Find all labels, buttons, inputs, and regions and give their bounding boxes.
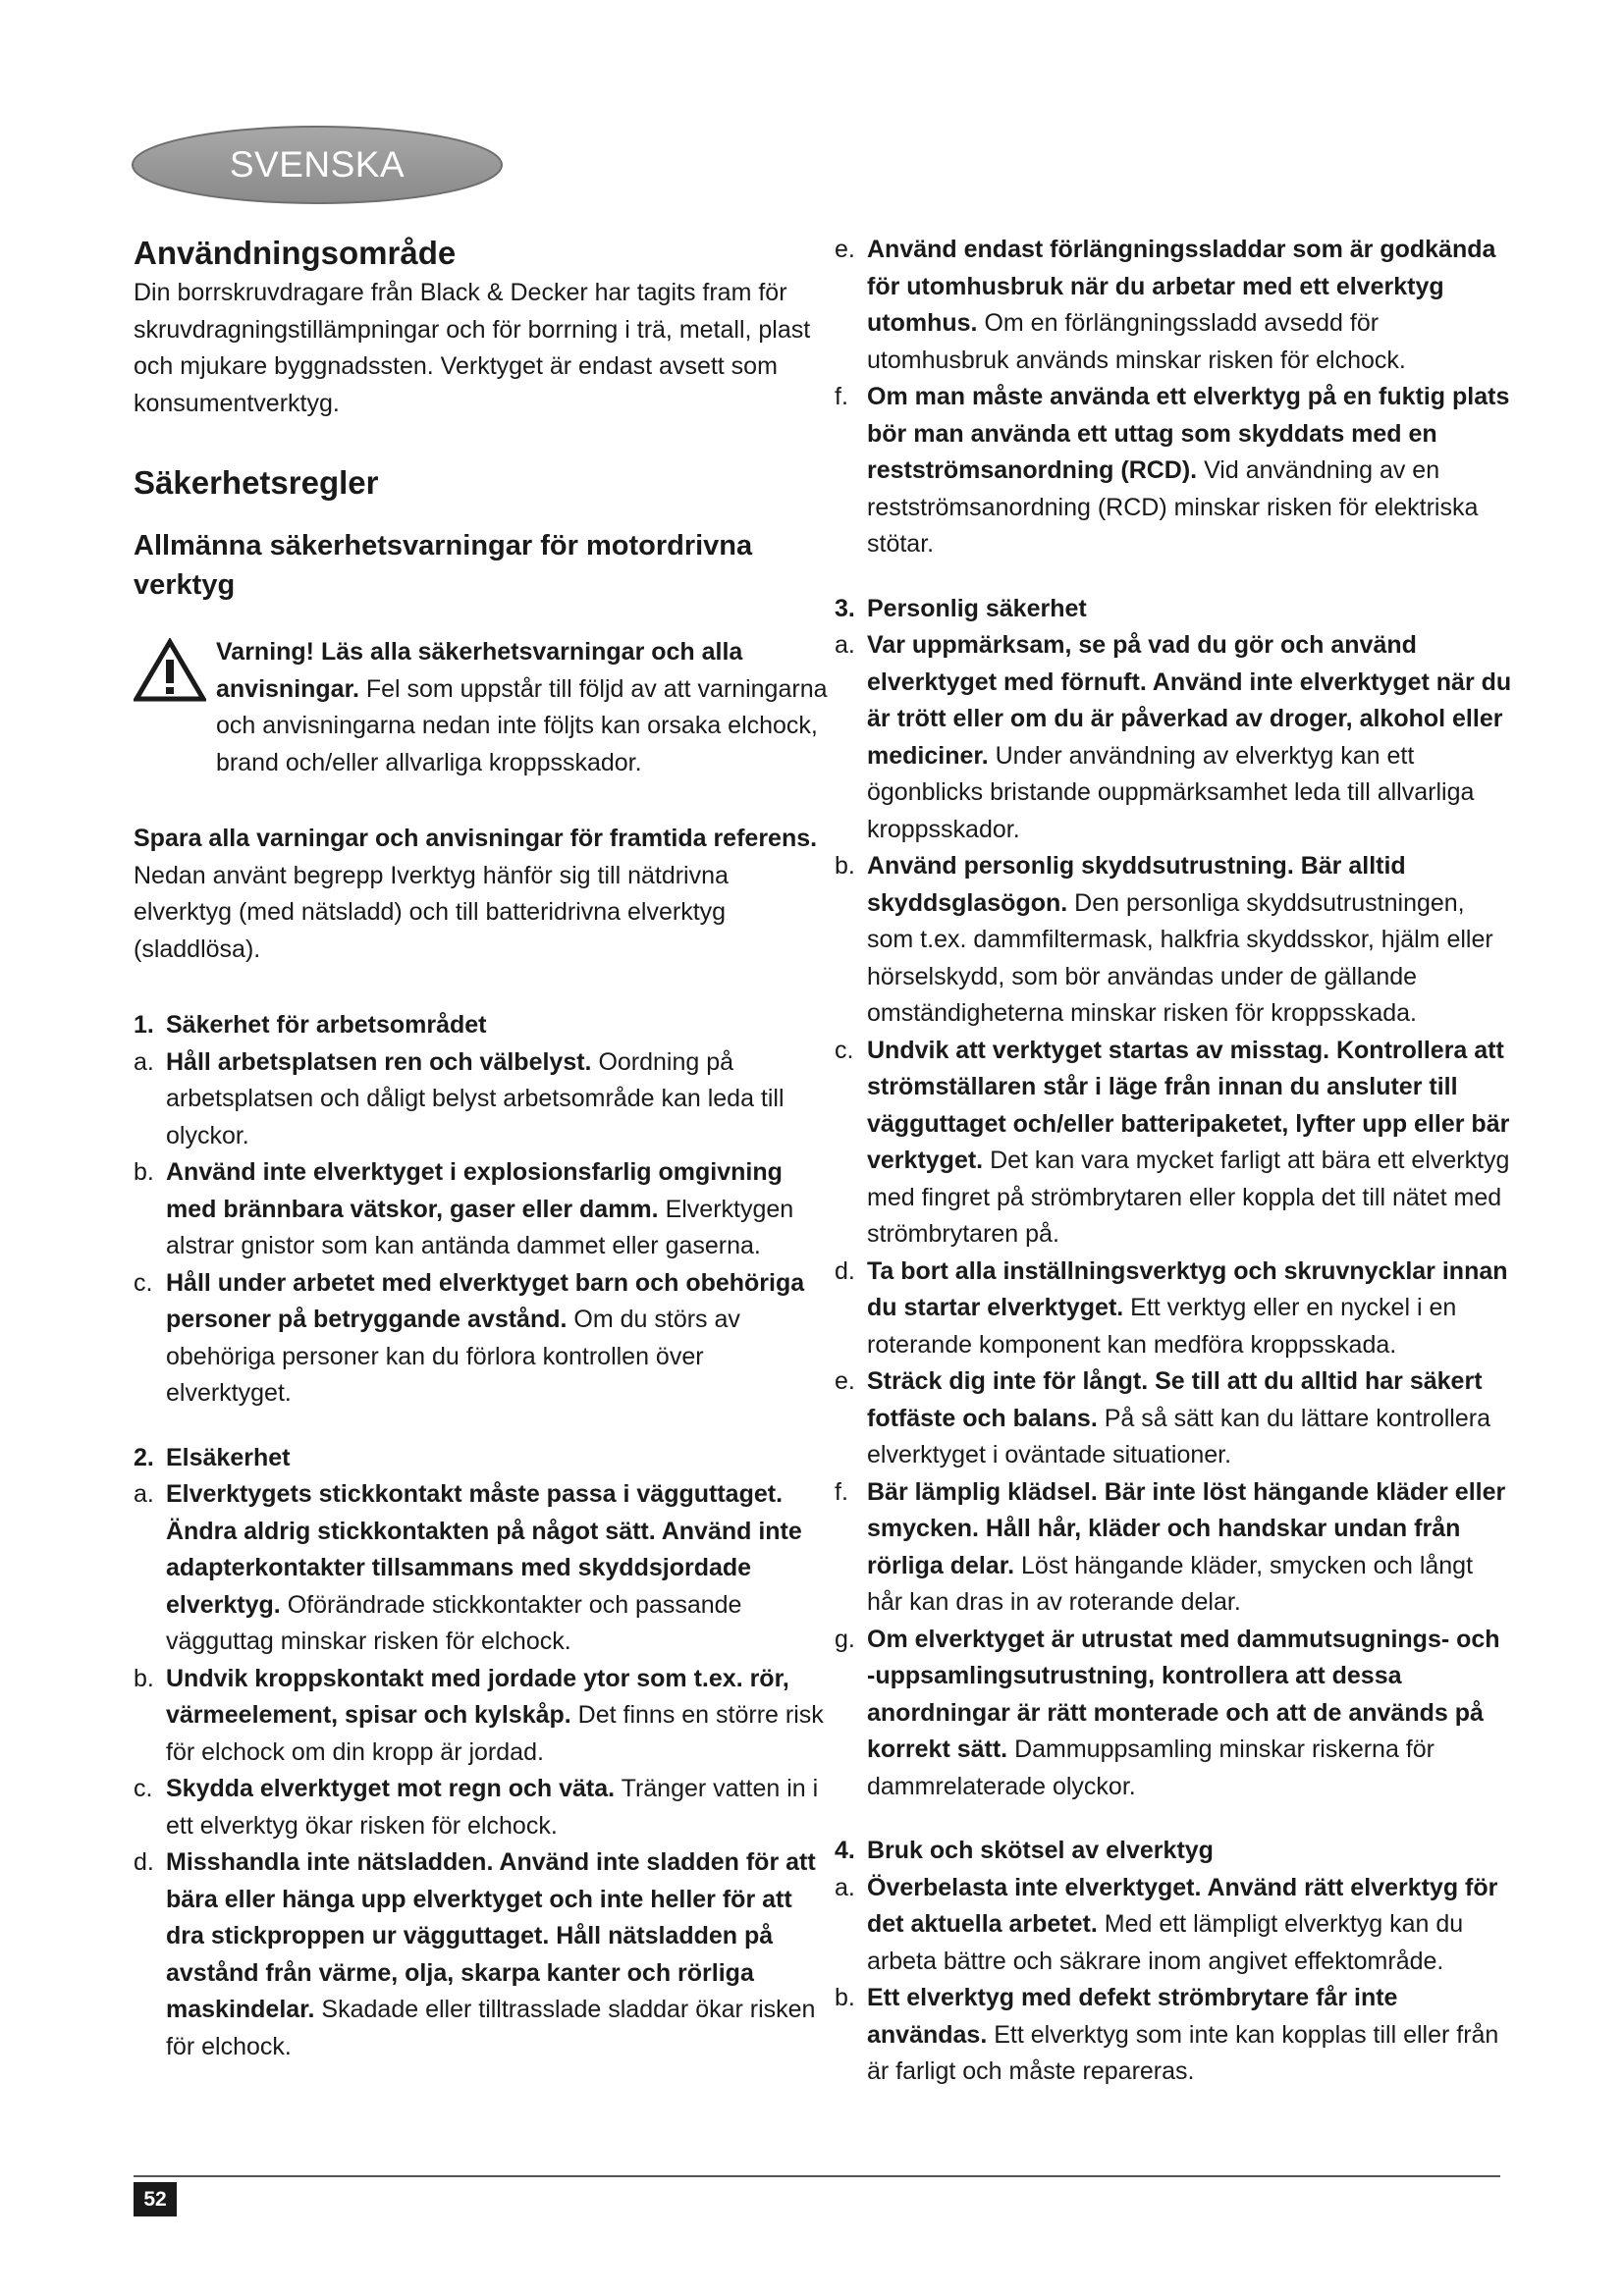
list-item: a. Var uppmärksam, se på vad du gör och använd elverktyget med förnuft. Använd inte elverktyget när du är trött eller om du är påverkad av droger, alkohol eller mediciner. Under användning av elverktyg kan ett ögonblicks bristande ouppmärksamhet leda till allvarliga kroppsskador. — [835, 631, 1512, 843]
list-item: b. Använd personlig skyddsutrustning. Bär alltid skyddsglasögon. Den personliga skyddsutrustningen, som t.ex. dammfiltermask, halkfria skyddsskor, hjälm eller hörselskydd, som bör användas under de gällande omständigheterna minskar risken för kroppsskada. — [835, 852, 1493, 1027]
warning-normal: Fel som uppstår till följd av att varningarna och anvisningarna nedan inte följts kan orsaka elchock, brand och/eller allvarliga kroppsskador. — [216, 674, 828, 776]
section-2-heading: 2. Elsäkerhet — [134, 1443, 291, 1471]
list-item: e. Använd endast förlängningssladdar som är godkända för utomhusbruk när du arbetar med ett elverktyg utomhus. Om en förlängningssladd avsedd för utomhusbruk används minskar risken för elchock. — [835, 236, 1496, 374]
list-item: e. Sträck dig inte för långt. Se till att du alltid har säkert fotfäste och balans. På så sätt kan du lättare kontrollera elverktyget i oväntade situationer. — [835, 1367, 1490, 1468]
list-item: a. Håll arbetsplatsen ren och välbelyst. Oordning på arbetsplatsen och dåligt belyst arbetsområde kan leda till olyckor. — [134, 1047, 785, 1149]
left-column — [134, 232, 831, 2065]
safety-subheading: Allmänna säkerhetsvarningar för motordrivna verktyg — [134, 530, 753, 601]
list-item: f. Om man måste använda ett elverktyg på en fuktig plats bör man använda ett uttag som skyddats med en restströmsanordning (RCD). Vid användning av en restströmsanordning (RCD) minskar risken för elektriska stötar. — [835, 383, 1510, 558]
list-item: f. Bär lämplig klädsel. Bär inte löst hängande kläder eller smycken. Håll hår, kläder och handskar undan från rörliga delar. Löst hängande kläder, smycken och långt hår kan dras in av roterande delar. — [835, 1477, 1506, 1616]
page-number: 52 — [134, 2182, 177, 2216]
section-3-heading: 3. Personlig säkerhet — [835, 594, 1087, 622]
list-item: g. Om elverktyget är utrustat med dammutsugnings- och -uppsamlingsutrustning, kontrollera att dessa anordningar är rätt monterade och att de används på korrekt sätt. Dammuppsamling minskar riskerna för dammrelaterade olyckor. — [835, 1625, 1500, 1800]
language-label: SVENSKA — [229, 144, 406, 185]
list-item: c. Undvik att verktyget startas av misstag. Kontrollera att strömställaren står i läge från innan du ansluter till vägguttaget och/eller batteripaketet, lyfter upp eller bär verktyget. Det kan vara mycket farligt att bära ett elverktyg med fingret på strömbrytaren eller koppla det till nätet med strömbrytaren på. — [835, 1036, 1510, 1248]
save-bold: Spara alla varningar och anvisningar för framtida referens. — [134, 825, 818, 852]
list-item: c. Håll under arbetet med elverktyget barn och obehöriga personer på betryggande avstånd. Om du störs av obehöriga personer kan du förlora kontrollen över elverktyget. — [134, 1268, 805, 1407]
intended-use-body: Din borrskruvdragare från Black & Decker har tagits fram för skruvdragningstillämpningar och för borrning i trä, metall, plast och mjukare byggnadssten. Verktyget är endast avsett som konsumentverktyg. — [134, 279, 811, 417]
list-item: d. Ta bort alla inställningsverktyg och skruvnycklar innan du startar elverktyget. Ett verktyg eller en nyckel i en roterande komponent kan medföra kroppsskada. — [835, 1256, 1508, 1359]
safety-heading: Säkerhetsregler — [134, 464, 379, 501]
list-item: b. Ett elverktyg med defekt strömbrytare får inte användas. Ett elverktyg som inte kan kopplas till eller från är farligt och måste repareras. — [835, 1984, 1499, 2085]
section-4-heading: 4. Bruk och skötsel av elverktyg — [835, 1837, 1214, 1864]
section-1-heading: 1. Säkerhet för arbetsområdet — [134, 1011, 487, 1039]
warning-text — [216, 634, 831, 781]
footer-divider — [134, 2175, 1500, 2177]
warning-block — [134, 634, 831, 781]
list-item: b. Använd inte elverktyget i explosionsfarlig omgivning med brännbara vätskor, gaser eller damm. Elverktygen alstrar gnistor som kan antända dammet eller gaserna. — [134, 1158, 794, 1259]
right-column — [835, 232, 1512, 2091]
language-tab — [131, 125, 504, 205]
list-item: a. Elverktygets stickkontakt måste passa i vägguttaget. Ändra aldrig stickkontakten på något sätt. Använd inte adapterkontakter tillsammans med skyddsjordade elverktyg. Oförändrade stickkontakter och passande vägguttag minskar risken för elchock. — [134, 1480, 802, 1655]
list-item: b. Undvik kroppskontakt med jordade ytor som t.ex. rör, värmeelement, spisar och kylskåp. Det finns en större risk för elchock om din kropp är jordad. — [134, 1664, 824, 1766]
warning-bold: Varning! Läs alla säkerhetsvarningar och alla anvisningar. — [216, 638, 743, 703]
list-item: c. Skydda elverktyget mot regn och väta. Tränger vatten in i ett elverktyg ökar risken för elchock. — [134, 1775, 819, 1840]
save-normal: Nedan använt begrepp Iverktyg hänför sig till nätdrivna elverktyg (med nätsladd) och till batteridrivna elverktyg (sladdlösa). — [134, 861, 729, 963]
list-item: d. Misshandla inte nätsladden. Använd inte sladden för att bära eller hänga upp elverktyget och inte heller för att dra stickproppen ur vägguttaget. Håll nätsladden på avstånd från värme, olja, skarpa kanter och rörliga maskindelar. Skadade eller tilltrasslade sladdar ökar risken för elchock. — [134, 1848, 816, 2060]
save-instructions — [134, 821, 831, 968]
intended-use-heading: Användningsområde — [134, 235, 457, 271]
warning-triangle-icon — [134, 634, 216, 781]
list-item: a. Överbelasta inte elverktyget. Använd rätt elverktyg för det aktuella arbetet. Med ett lämpligt elverktyg kan du arbeta bättre och säkrare inom angivet effektområde. — [835, 1873, 1498, 1975]
